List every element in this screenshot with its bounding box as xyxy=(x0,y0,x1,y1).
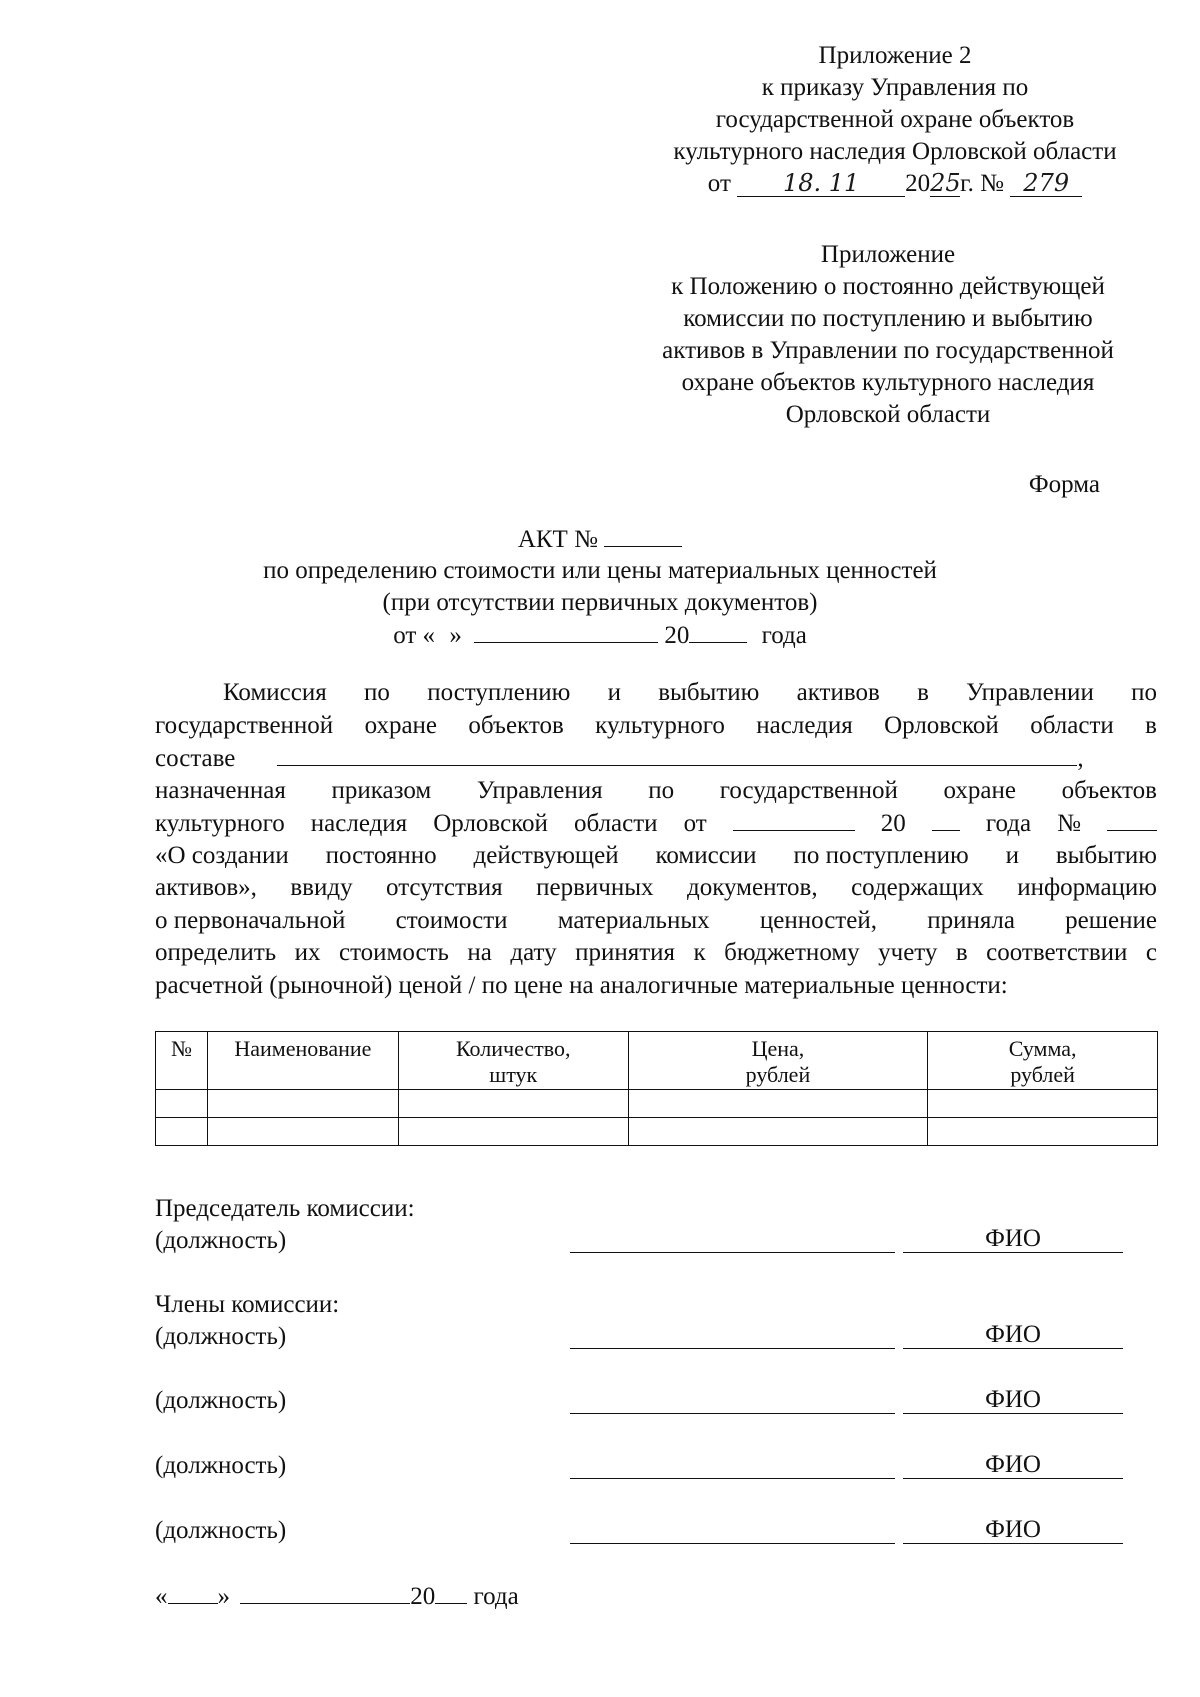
appendix-2-line: к приказу Управления по xyxy=(761,74,1029,101)
word: объектов xyxy=(1061,776,1157,804)
word: информацию xyxy=(1017,874,1157,901)
body-line-8 xyxy=(155,906,1157,939)
word: охране xyxy=(364,711,438,739)
footer-year-prefix: 20 xyxy=(410,1583,436,1610)
regulation-line: активов в Управлении по государственной xyxy=(662,337,1114,364)
handwritten-order-number: 279 xyxy=(1010,170,1082,197)
word: содержащих xyxy=(851,874,984,901)
word: наследия xyxy=(756,711,853,739)
word: года xyxy=(985,810,1032,837)
handwritten-order-date: 18. 11 xyxy=(737,170,905,197)
chairman-label: Председатель комиссии: xyxy=(155,1195,415,1222)
member-position: (должность) xyxy=(155,1323,287,1350)
act-number-blank[interactable] xyxy=(604,524,682,547)
act-date-line xyxy=(200,620,1000,652)
word: Управления xyxy=(476,776,603,804)
word: по xyxy=(364,679,390,706)
appendix-2-line: культурного наследия Орловской области xyxy=(673,138,1117,165)
word: комиссии xyxy=(655,841,757,869)
act-month-blank[interactable] xyxy=(474,620,658,643)
word: составе xyxy=(155,745,236,772)
year-prefix: 20 xyxy=(905,170,931,197)
table-cell[interactable] xyxy=(156,1090,208,1118)
member-position: (должность) xyxy=(155,1452,287,1479)
word: ценностей, xyxy=(759,906,877,934)
word: поступлению xyxy=(427,679,571,706)
word: определить xyxy=(155,939,277,966)
word: отсутствия xyxy=(386,874,503,901)
word: Орловской xyxy=(433,810,548,837)
member-signature-line[interactable] xyxy=(570,1478,895,1479)
member-fio[interactable] xyxy=(903,1515,1123,1544)
word: активов xyxy=(796,679,880,706)
word: соответствии xyxy=(986,939,1128,966)
body-line-10 xyxy=(155,971,1157,1004)
word: наследия xyxy=(310,810,408,837)
quote-open: « xyxy=(155,1583,168,1610)
word: на xyxy=(467,939,492,966)
body-line-9 xyxy=(155,938,1157,971)
fio-label: ФИО xyxy=(985,1225,1041,1252)
table-cell[interactable] xyxy=(628,1090,928,1118)
body-line-3 xyxy=(155,743,1157,776)
footer-year-word: года xyxy=(473,1583,519,1610)
word: назначенная xyxy=(155,776,286,804)
word: первичных xyxy=(536,874,654,901)
column-header-price: Цена, рублей xyxy=(628,1032,928,1090)
footer-month-blank[interactable] xyxy=(240,1581,410,1604)
column-header-name: Наименование xyxy=(207,1032,398,1090)
member-fio[interactable] xyxy=(903,1450,1123,1479)
handwritten-order-year: 25 xyxy=(930,169,961,197)
table-cell[interactable] xyxy=(207,1118,398,1146)
word: от xyxy=(683,810,707,837)
word: с xyxy=(1145,939,1157,966)
word: постоянно xyxy=(325,841,437,869)
footer-date-line xyxy=(155,1581,519,1612)
word: и xyxy=(607,679,621,706)
member-position: (должность) xyxy=(155,1387,287,1414)
fio-label: ФИО xyxy=(985,1321,1041,1348)
table-header-row xyxy=(156,1032,1158,1090)
act-title-block xyxy=(200,524,1000,652)
commission-members-blank[interactable] xyxy=(277,743,1077,766)
table-cell[interactable] xyxy=(156,1118,208,1146)
act-year-word: года xyxy=(761,622,807,649)
word: выбытию xyxy=(658,679,760,706)
regulation-appendix-header xyxy=(618,240,1158,432)
word: выбытию xyxy=(1055,841,1157,869)
act-year-prefix: 20 xyxy=(664,622,690,649)
word: объектов xyxy=(468,711,564,739)
member-signature-line[interactable] xyxy=(570,1413,895,1414)
order-date-line xyxy=(630,169,1160,201)
word: по xyxy=(1131,679,1157,706)
member-signature-line[interactable] xyxy=(570,1348,895,1349)
comma: , xyxy=(1077,745,1084,772)
word: «О создании xyxy=(155,841,289,869)
fio-label: ФИО xyxy=(985,1516,1041,1543)
order-date-blank[interactable] xyxy=(733,808,855,831)
word: в xyxy=(955,939,968,966)
regulation-line: к Положению о постоянно действующей xyxy=(671,273,1105,300)
column-header-sum: Сумма, рублей xyxy=(928,1032,1158,1090)
body-line-2 xyxy=(155,711,1157,744)
table-row xyxy=(156,1090,1158,1118)
word: документов, xyxy=(686,874,818,901)
word: дату xyxy=(510,939,557,966)
word: приказом xyxy=(331,776,432,804)
quote-close: » xyxy=(217,1583,230,1610)
chairman-position: (должность) xyxy=(155,1227,287,1254)
word: к xyxy=(693,939,706,966)
table-cell[interactable] xyxy=(398,1090,628,1118)
word: о первоначальной xyxy=(155,906,346,934)
body-line-4 xyxy=(155,776,1157,809)
date-open: от « xyxy=(393,622,436,649)
act-year-blank[interactable] xyxy=(689,620,747,643)
date-close: » xyxy=(449,622,462,649)
word: бюджетному xyxy=(724,939,860,966)
order-year-blank[interactable] xyxy=(932,808,960,831)
word: принятия xyxy=(575,939,676,966)
regulation-line: комиссии по поступлению и выбытию xyxy=(683,305,1093,332)
body-last-line: расчетной (рыночной) ценой / по цене на аналогичные материальные ценности: xyxy=(155,971,1008,999)
regulation-line: Орловской области xyxy=(785,401,991,428)
word: Орловской xyxy=(884,711,999,739)
table-cell[interactable] xyxy=(928,1118,1158,1146)
regulation-line: Приложение xyxy=(820,241,956,268)
body-line-1 xyxy=(155,678,1157,711)
body-line-6 xyxy=(155,841,1157,874)
word: государственной xyxy=(719,776,898,804)
member-signature-line[interactable] xyxy=(570,1543,895,1544)
member-fio[interactable] xyxy=(903,1320,1123,1349)
column-header-number: № xyxy=(156,1032,208,1090)
word: области xyxy=(573,810,658,837)
footer-year-blank[interactable] xyxy=(435,1581,467,1604)
member-fio[interactable] xyxy=(903,1385,1123,1414)
word: их xyxy=(294,939,321,966)
word: стоимость xyxy=(338,939,449,966)
act-title: АКТ № xyxy=(517,526,598,553)
regulation-line: охране объектов культурного наследия xyxy=(681,369,1095,396)
appendix-2-line: государственной охране объектов xyxy=(715,106,1075,133)
word: охране xyxy=(943,776,1016,804)
table-cell[interactable] xyxy=(628,1118,928,1146)
word: решение xyxy=(1065,906,1157,934)
members-label: Члены комиссии: xyxy=(155,1291,340,1318)
body-line-5 xyxy=(155,808,1157,841)
word: культурного xyxy=(595,711,725,739)
items-table xyxy=(155,1031,1158,1146)
word: по xyxy=(648,776,675,804)
word: № xyxy=(1057,810,1081,837)
table-cell[interactable] xyxy=(928,1090,1158,1118)
fio-label: ФИО xyxy=(985,1451,1041,1478)
word: Управлении xyxy=(966,679,1094,706)
word: Комиссия xyxy=(223,679,327,706)
word: и xyxy=(1005,841,1019,869)
word: государственной xyxy=(155,711,334,739)
act-subtitle-note: (при отсутствии первичных документов) xyxy=(382,589,818,616)
table-cell[interactable] xyxy=(398,1118,628,1146)
fio-label: ФИО xyxy=(985,1386,1041,1413)
date-prefix: от xyxy=(707,170,731,197)
word: активов», xyxy=(155,874,257,901)
word: стоимости xyxy=(395,906,508,934)
word: ввиду xyxy=(290,874,353,901)
word: в xyxy=(917,679,929,706)
word: учету xyxy=(878,939,938,966)
column-header-quantity: Количество, штук xyxy=(398,1032,628,1090)
act-subtitle: по определению стоимости или цены материальных ценностей xyxy=(263,557,937,584)
body-paragraph xyxy=(155,678,1157,1003)
footer-day-blank[interactable] xyxy=(168,1581,218,1604)
member-position: (должность) xyxy=(155,1517,287,1544)
chairman-fio[interactable] xyxy=(903,1224,1123,1253)
form-label: Форма xyxy=(1028,471,1100,498)
order-number-blank[interactable] xyxy=(1107,808,1157,831)
word: приняла xyxy=(927,906,1015,934)
word: материальных xyxy=(557,906,710,934)
word: культурного xyxy=(155,810,285,837)
act-number-line xyxy=(200,524,1000,556)
word: по поступлению xyxy=(793,841,969,869)
table-cell[interactable] xyxy=(207,1090,398,1118)
body-line-7 xyxy=(155,873,1157,906)
number-label: г. № xyxy=(960,170,1004,197)
appendix-2-header xyxy=(630,41,1160,201)
word: 20 xyxy=(880,810,906,837)
word: действующей xyxy=(473,841,619,869)
word: области xyxy=(1030,711,1114,739)
word: в xyxy=(1145,711,1157,739)
table-row xyxy=(156,1118,1158,1146)
chairman-signature-line[interactable] xyxy=(570,1252,895,1253)
appendix-2-title: Приложение 2 xyxy=(818,42,972,69)
